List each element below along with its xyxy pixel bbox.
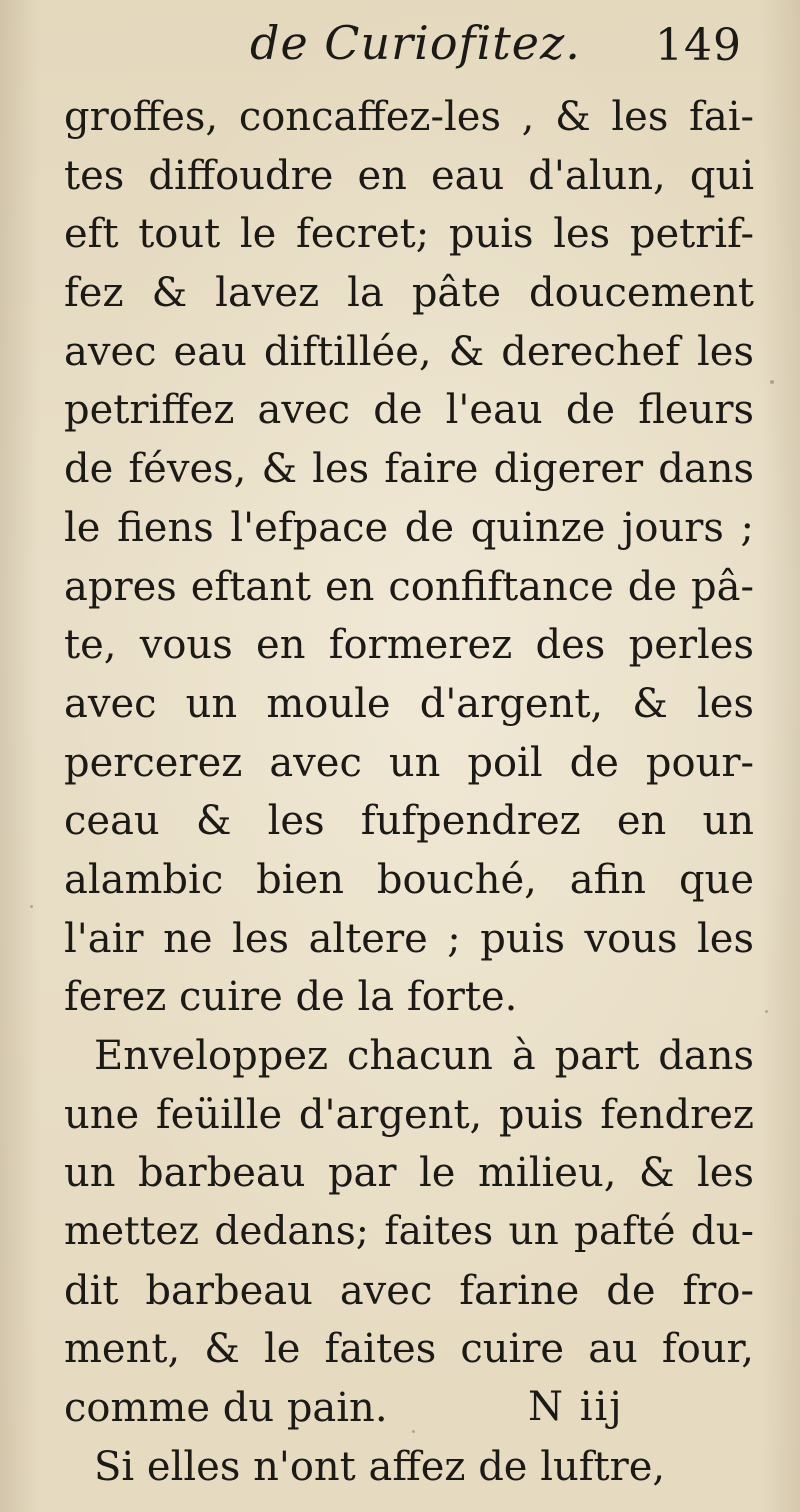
text-line: le fiens l'efpace de quinze jours ; [64,504,754,551]
text-line: alambic bien bouché, afin que [64,856,754,903]
body-text [64,88,754,1497]
text-line: tes diffoudre en eau d'alun, qui [64,152,754,199]
text-line: mettez dedans; faites un pafté du- [64,1209,754,1255]
text-line: petriffez avec de l'eau de fleurs [64,387,754,434]
text-line: ment, & le faites cuire au four, [64,1326,754,1373]
paper-speck [770,380,774,384]
text-line: percerez avec un poil de pour- [64,739,754,786]
text-line: dit barbeau avec farine de fro- [64,1267,754,1314]
signature-mark: N iij [528,1384,624,1430]
text-line: fez & lavez la pâte doucement [64,270,754,317]
text-line: un barbeau par le milieu, & les [64,1150,754,1197]
paragraph-start-line: Si elles n'ont affez de luftre, [94,1443,666,1490]
page-number: 149 [655,20,742,71]
text-line: apres eftant en confiftance de pâ- [64,563,754,610]
text-line: avec un moule d'argent, & les [64,680,754,727]
text-line: ferez cuire de la forte. [64,974,518,1021]
text-line: l'air ne les altere ; puis vous les [64,915,754,962]
text-line: comme du pain. [64,1385,388,1432]
running-title: de Curiofitez. [250,16,581,70]
text-line: groffes, concaffez-les , & les fai- [64,94,754,140]
text-line: te, vous en formerez des perles [64,622,754,669]
paragraph-start-line: Enveloppez chacun à part dans [94,1033,754,1079]
paper-speck [30,905,33,908]
paper-speck [412,1430,415,1433]
text-line: une feüille d'argent, puis fendrez [64,1091,754,1138]
page-header [0,16,800,76]
text-line: de féves, & les faire digerer dans [64,446,754,493]
text-line: ceau & les fufpendrez en un [64,798,754,845]
text-line: eft tout le fecret; puis les petrif- [64,211,754,258]
text-line: avec eau diftillée, & derechef les [64,328,754,375]
paper-speck [765,1010,768,1013]
